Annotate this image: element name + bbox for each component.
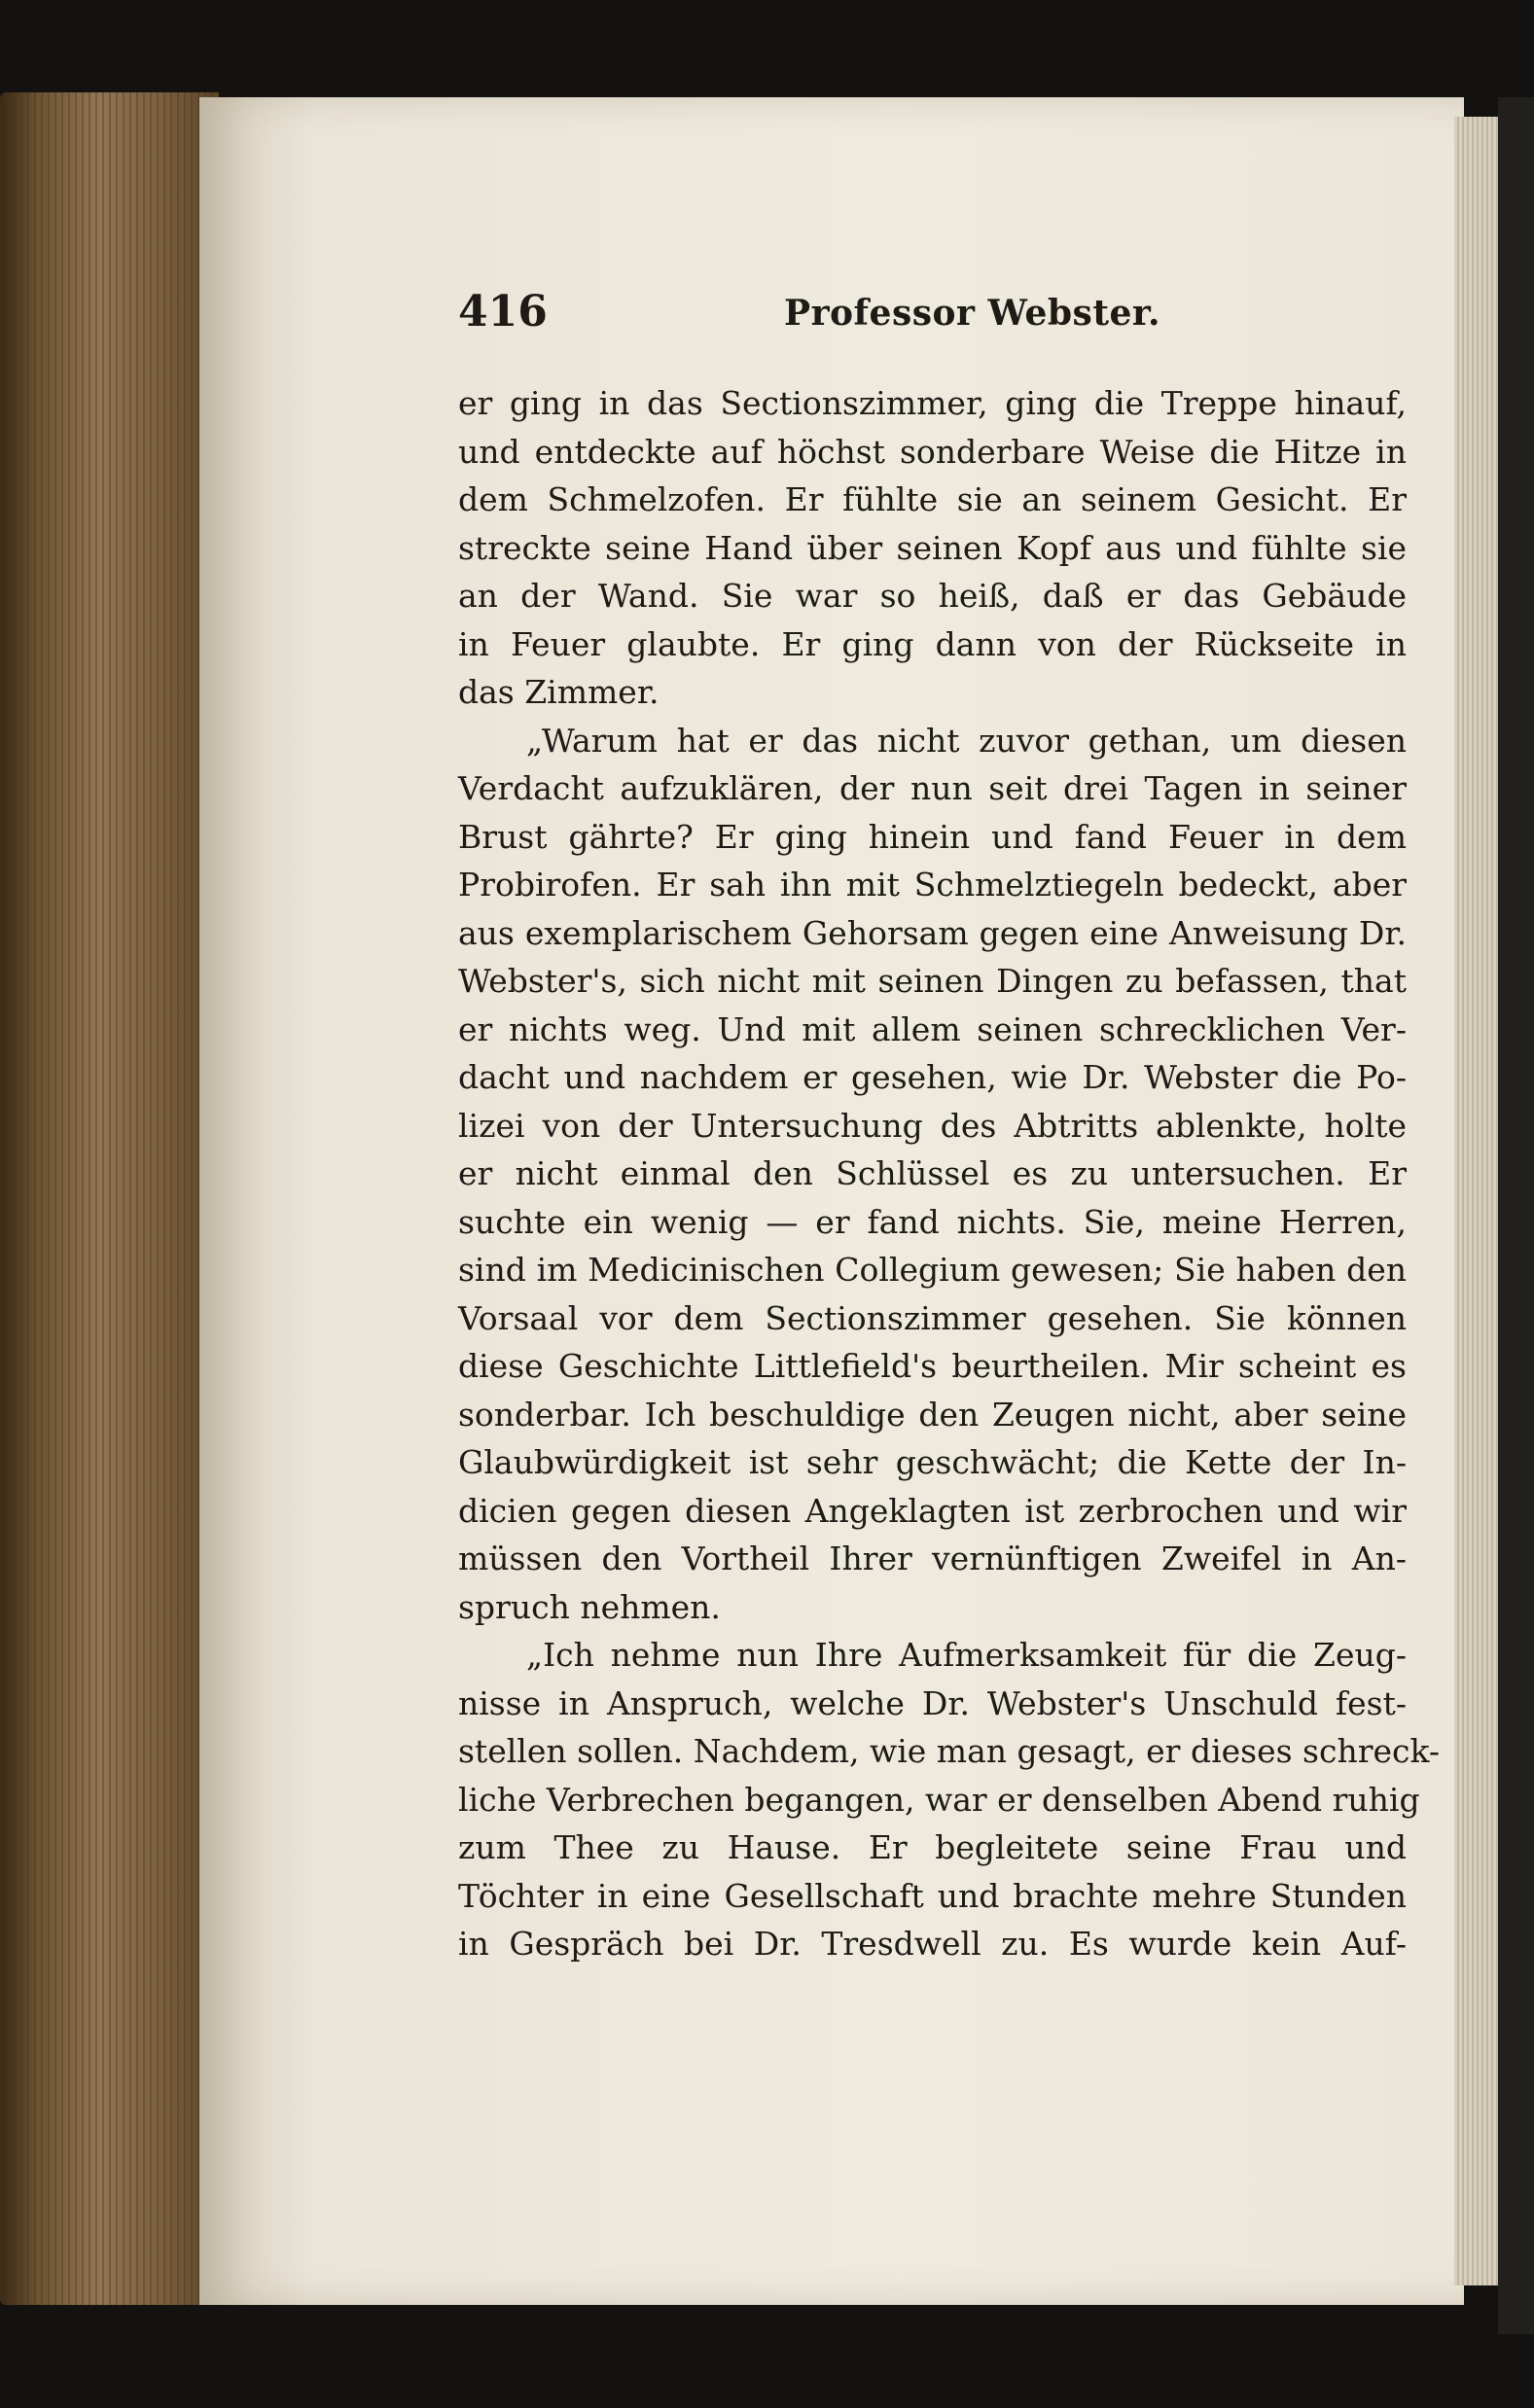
text-line: das Zimmer. — [458, 673, 660, 711]
text-line: Vorsaal vor dem Sectionszimmer gesehen. Sie können — [458, 1298, 1407, 1337]
right-background — [1498, 97, 1534, 2334]
text-line: dem Schmelzofen. Er fühlte sie an seinem Gesicht. Er — [458, 480, 1407, 518]
text-line: in Gespräch bei Dr. Tresdwell zu. Es wurde kein Auf- — [458, 1925, 1407, 1963]
text-line: in Feuer glaubte. Er ging dann von der Rückseite in — [458, 624, 1407, 663]
text-line: diese Geschichte Littlefield's beurtheilen. Mir scheint es — [458, 1347, 1407, 1385]
text-line: Glaubwürdigkeit ist sehr geschwächt; die Kette der In- — [458, 1443, 1407, 1481]
page-header — [458, 287, 1407, 345]
page-number: 416 — [458, 287, 548, 336]
text-line: lizei von der Untersuchung des Abtritts ablenkte, holte — [458, 1106, 1407, 1145]
text-line: spruch nehmen. — [458, 1587, 721, 1626]
text-line: Töchter in eine Gesellschaft und brachte mehre Stunden — [458, 1876, 1407, 1915]
text-line: liche Verbrechen begangen, war er denselben Abend ruhig — [458, 1780, 1420, 1819]
text-line: zum Thee zu Hause. Er begleitete seine Frau und — [458, 1828, 1407, 1866]
text-line: an der Wand. Sie war so heiß, daß er das Gebäude — [458, 577, 1407, 615]
text-line: sonderbar. Ich beschuldige den Zeugen nicht, aber seine — [458, 1395, 1407, 1434]
text-line: „Ich nehme nun Ihre Aufmerksamkeit für die Zeug- — [526, 1636, 1407, 1674]
text-line: müssen den Vortheil Ihrer vernünftigen Zweifel in An- — [458, 1540, 1407, 1577]
running-title: Professor Webster. — [784, 293, 1161, 334]
text-line: dacht und nachdem er gesehen, wie Dr. Webster die Po- — [458, 1058, 1407, 1096]
text-line: Verdacht aufzuklären, der nun seit drei Tagen in seiner — [458, 769, 1407, 807]
book-page-edges — [0, 92, 219, 2305]
text-line: Webster's, sich nicht mit seinen Dingen zu befassen, that — [458, 962, 1407, 1000]
text-line: sind im Medicinischen Collegium gewesen; Sie haben den — [458, 1251, 1407, 1289]
text-line: Brust gährte? Er ging hinein und fand Feuer in dem — [458, 817, 1407, 856]
text-line: er nicht einmal den Schlüssel es zu untersuchen. Er — [458, 1154, 1407, 1192]
text-line: dicien gegen diesen Angeklagten ist zerbrochen und wir — [458, 1491, 1407, 1530]
text-line: er ging in das Sectionszimmer, ging die Treppe hinauf, — [458, 384, 1407, 422]
text-line: Probirofen. Er sah ihn mit Schmelztiegeln bedeckt, aber — [458, 866, 1407, 903]
text-line: stellen sollen. Nachdem, wie man gesagt, er dieses schreck- — [458, 1732, 1441, 1770]
right-page-stack — [1454, 117, 1498, 2285]
text-line: „Warum hat er das nicht zuvor gethan, um diesen — [526, 721, 1407, 760]
text-line: und entdeckte auf höchst sonderbare Weise die Hitze in — [458, 432, 1407, 471]
text-line: suchte ein wenig — er fand nichts. Sie, meine Herren, — [458, 1202, 1407, 1241]
text-line: nisse in Anspruch, welche Dr. Webster's Unschuld fest- — [458, 1683, 1407, 1722]
text-line: aus exemplarischem Gehorsam gegen eine Anweisung Dr. — [458, 913, 1407, 952]
body-text — [458, 379, 1441, 1968]
text-line: er nichts weg. Und mit allem seinen schrecklichen Ver- — [458, 1009, 1407, 1048]
text-line: streckte seine Hand über seinen Kopf aus und fühlte sie — [458, 528, 1407, 567]
